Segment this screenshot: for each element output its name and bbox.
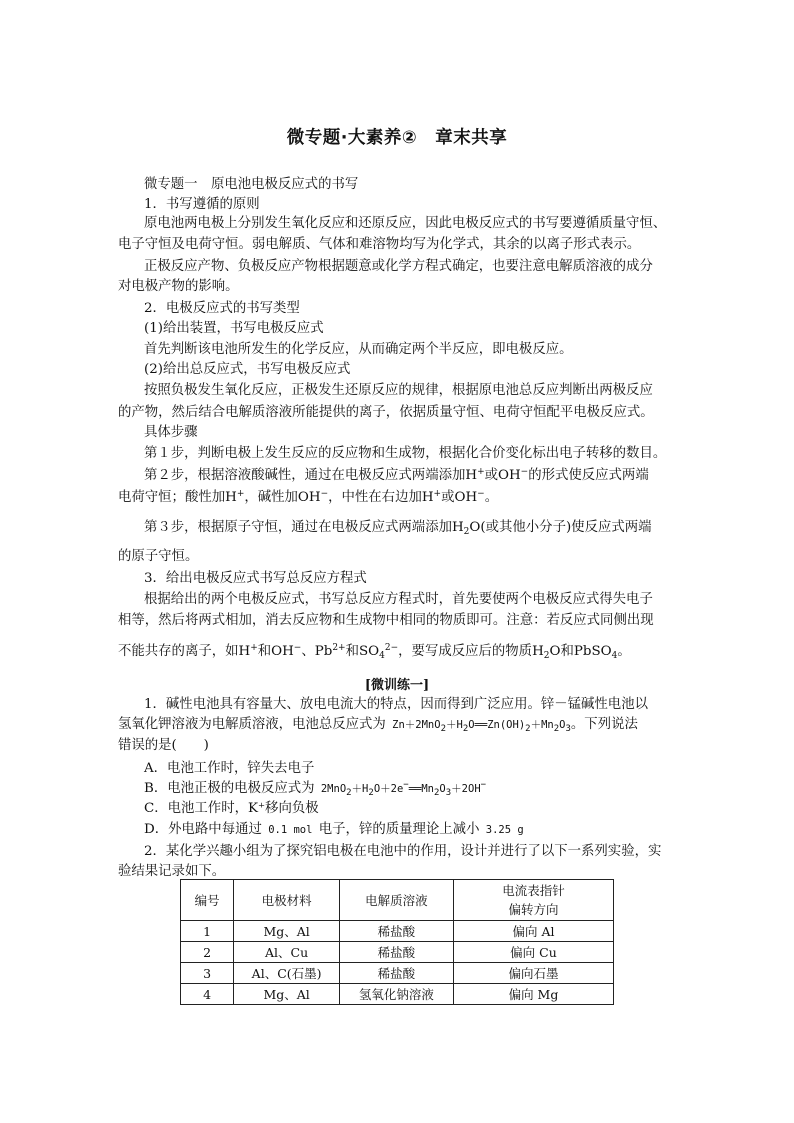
paragraph-line: 原电池两电极上分别发生氧化反应和还原反应，因此电极反应式的书写要遵循质量守恒、 xyxy=(144,216,667,231)
page-title: 微专题·大素养② 章末共享 xyxy=(286,128,508,148)
question-1-cont: 错误的是( ) xyxy=(118,738,209,753)
option-c: C．电池工作时，K⁺移向负极 xyxy=(144,801,319,816)
step-2: 第２步，根据溶液酸碱性，通过在电极反应式两端添加H+或OH−的形式使反应式两端 xyxy=(144,467,649,483)
subsection-title: (1)给出装置，书写电极反应式 xyxy=(144,321,324,336)
step-2-cont: 电荷守恒；酸性加H+，碱性加OH−，中性在右边加H+或OH−。 xyxy=(118,489,499,505)
header-number: 编号 xyxy=(181,880,234,921)
paragraph-line: 按照负极发生氧化反应，正极发生还原反应的规律，根据原电池总反应判断出两极反应 xyxy=(144,383,653,398)
table-header-row xyxy=(181,880,614,921)
question-2-cont: 验结果记录如下。 xyxy=(118,864,226,879)
table-row xyxy=(181,963,614,984)
step-1: 第１步，判断电极上发生反应的反应物和生成物，根据化合价变化标出电子转移的数目。 xyxy=(144,446,667,461)
table-row xyxy=(181,921,614,942)
table-cell: 3 xyxy=(181,963,234,984)
question-1: 1．碱性电池具有容量大、放电电流大的特点，因而得到广泛应用。锌－锰碱性电池以 xyxy=(144,697,648,712)
paragraph-line: 相等，然后将两式相加，消去反应物和生成物中相同的物质即可。注意：若反应式同侧出现 xyxy=(118,613,654,628)
option-a: A．电池工作时，锌失去电子 xyxy=(144,761,315,776)
option-d: D．外电路中每通过 0.1 mol 电子，锌的质量理论上减小 3.25 g xyxy=(144,822,524,837)
table-cell: 2 xyxy=(181,942,234,963)
table-cell: 稀盐酸 xyxy=(339,921,453,942)
section-2-title: 2．电极反应式的书写类型 xyxy=(144,301,300,316)
section-3-title: 3．给出电极反应式书写总反应方程式 xyxy=(144,571,367,586)
table-cell: 偏向 Cu xyxy=(453,942,613,963)
practice-heading: [微训练一] xyxy=(364,678,430,693)
table-cell: 偏向 Mg xyxy=(453,984,613,1005)
step-3-cont: 的原子守恒。 xyxy=(118,549,199,564)
paragraph-line: 正极反应产物、负极反应产物根据题意或化学方程式确定，也要注意电解质溶液的成分 xyxy=(144,259,653,274)
experiment-table xyxy=(180,879,614,1005)
table-cell: Al、Cu xyxy=(234,942,340,963)
header-electrode: 电极材料 xyxy=(234,880,340,921)
steps-title: 具体步骤 xyxy=(144,425,198,440)
topic-heading: 微专题一 原电池电极反应式的书写 xyxy=(144,177,359,192)
subsection-title: (2)给出总反应式，书写电极反应式 xyxy=(144,362,351,377)
table-cell: 氢氧化钠溶液 xyxy=(339,984,453,1005)
question-1-cont: 氢氧化钾溶液为电解质溶液，电池总反应式为 $Zn+2MnO_2+H_2O══Zn(OH)_2+Mn_2O_3$。下列说法 xyxy=(118,717,638,734)
table-cell: 4 xyxy=(181,984,234,1005)
section-1-title: 1．书写遵循的原则 xyxy=(144,197,260,212)
paragraph-line: 不能共存的离子，如H+和OH−、$Pb^{2+}$和$SO_4^{2-}$，要写成反应后的物质$H_2O$和PbSO$_4$。 xyxy=(118,643,631,661)
table-cell: 偏向 Al xyxy=(453,921,613,942)
paragraph-line: 首先判断该电池所发生的化学反应，从而确定两个半反应，即电极反应。 xyxy=(144,342,573,357)
option-b: B．电池正极的电极反应式为 $2MnO_2+H_2O+2e^-══Mn_2O_3+2OH^-$ xyxy=(144,780,487,798)
header-electrolyte: 电解质溶液 xyxy=(339,880,453,921)
table-cell: 稀盐酸 xyxy=(339,942,453,963)
table-cell: 稀盐酸 xyxy=(339,963,453,984)
table-cell: 偏向石墨 xyxy=(453,963,613,984)
header-deflection: 电流表指针 偏转方向 xyxy=(453,880,613,921)
table-cell: Mg、Al xyxy=(234,984,340,1005)
paragraph-line: 对电极产物的影响。 xyxy=(118,279,239,294)
table-cell: Mg、Al xyxy=(234,921,340,942)
table-cell: 1 xyxy=(181,921,234,942)
table-cell: Al、C(石墨) xyxy=(234,963,340,984)
step-3: 第３步，根据原子守恒，通过在电极反应式两端添加$H_2O$(或其他小分子)使反应式两端 xyxy=(144,520,652,537)
table-row xyxy=(181,942,614,963)
paragraph-line: 电子守恒及电荷守恒。弱电解质、气体和难溶物均写为化学式，其余的以离子形式表示。 xyxy=(118,237,641,252)
question-2: 2．某化学兴趣小组为了探究铝电极在电池中的作用，设计并进行了以下一系列实验，实 xyxy=(144,844,662,859)
paragraph-line: 根据给出的两个电极反应式，书写总反应方程式时，首先要使两个电极反应式得失电子 xyxy=(144,592,653,607)
paragraph-line: 的产物，然后结合电解质溶液所能提供的离子，依据质量守恒、电荷守恒配平电极反应式。 xyxy=(118,405,654,420)
table-row xyxy=(181,984,614,1005)
